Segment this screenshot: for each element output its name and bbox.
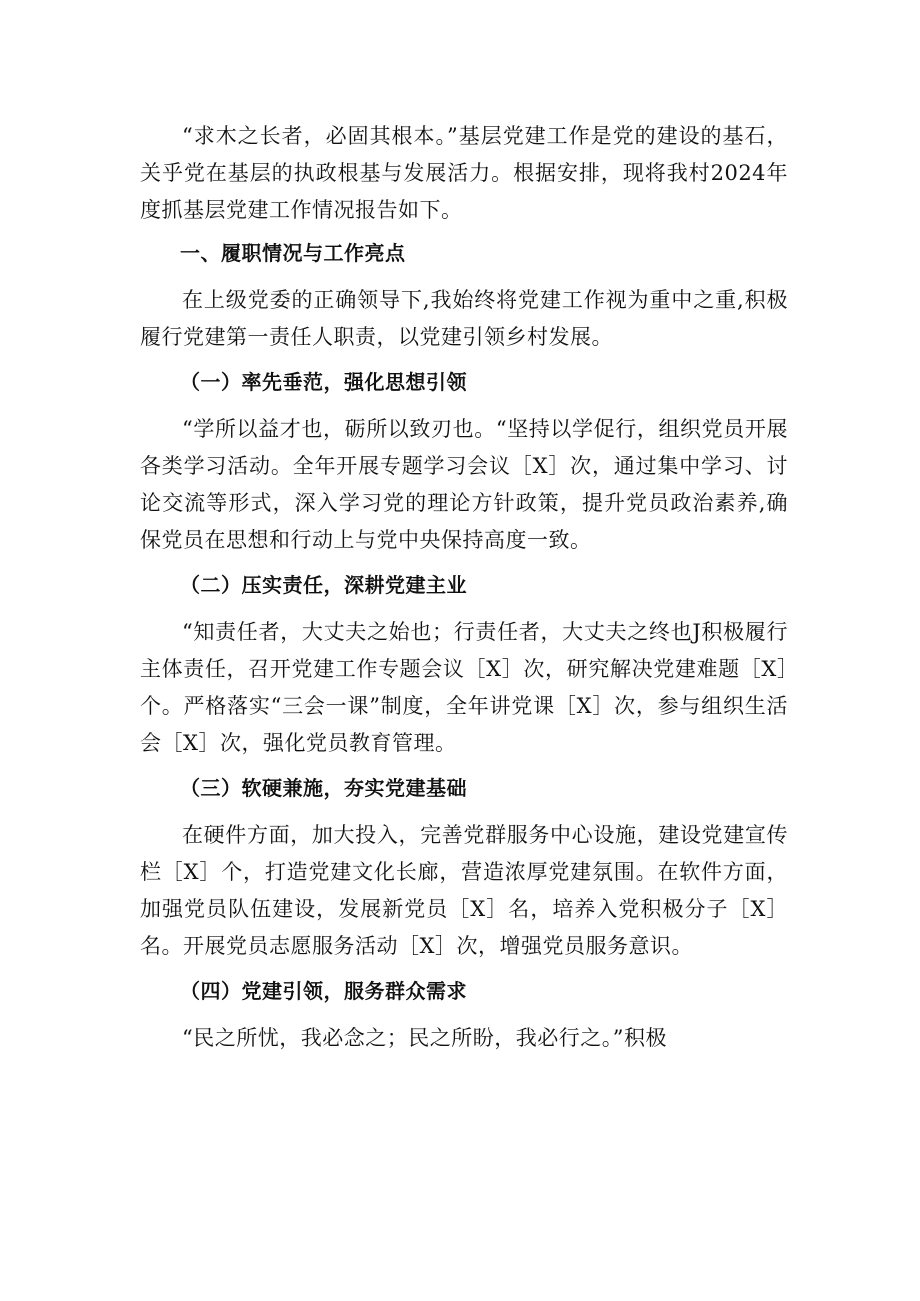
subsection-heading-2: （二）压实责任，深耕党建主业 — [180, 573, 467, 597]
subsection-4-paragraph: “民之所忧，我必念之；民之所盼，我必行之。”积极 — [182, 1026, 667, 1050]
document-body — [140, 118, 788, 1060]
section-heading-1: 一、履职情况与工作亮点 — [180, 241, 406, 265]
subsection-heading-4: （四）党建引领，服务群众需求 — [180, 979, 467, 1003]
subsection-heading-1: （一）率先垂范，强化思想引领 — [180, 370, 467, 394]
subsection-2-paragraph: “知责任者，大丈夫之始也；行责任者，大丈夫之终也J积极履行主体责任，召开党建工作专题会议［X］次，研究解决党建难题［X］个。严格落实“三会一课”制度，全年讲党课［X］次，参与组织生活会［X］次，强化党员教育管理。 — [140, 620, 788, 755]
intro-paragraph: “求木之长者，必固其根本。”基层党建工作是党的建设的基石，关乎党在基层的执政根基与发展活力。根据安排，现将我村2024年度抓基层党建工作情况报告如下。 — [140, 124, 788, 222]
section-1-paragraph: 在上级党委的正确领导下,我始终将党建工作视为重中之重,积极履行党建第一责任人职责，以党建引领乡村发展。 — [140, 288, 788, 349]
subsection-heading-3: （三）软硬兼施，夯实党建基础 — [180, 776, 467, 800]
subsection-3-paragraph: 在硬件方面，加大投入，完善党群服务中心设施，建设党建宣传栏［X］个，打造党建文化长廊，营造浓厚党建氛围。在软件方面，加强党员队伍建设，发展新党员［X］名，培养入党积极分子［X］名。开展党员志愿服务活动［X］次，增强党员服务意识。 — [140, 823, 788, 958]
subsection-1-paragraph: “学所以益才也，砺所以致刃也。“坚持以学促行，组织党员开展各类学习活动。全年开展专题学习会议［X］次，通过集中学习、讨论交流等形式，深入学习党的理论方针政策，提升党员政治素养,确保党员在思想和行动上与党中央保持高度一致。 — [140, 417, 788, 552]
